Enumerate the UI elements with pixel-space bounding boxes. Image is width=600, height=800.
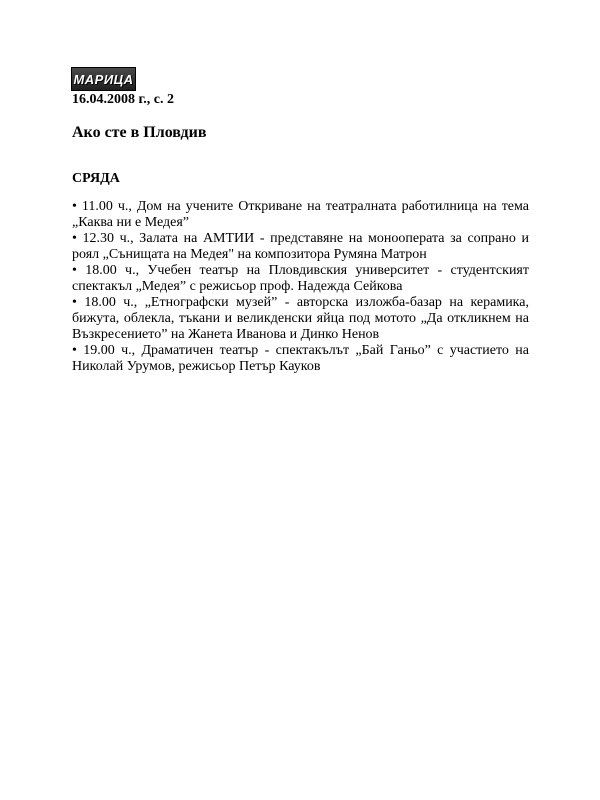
newspaper-logo bbox=[71, 67, 136, 91]
day-heading: СРЯДА bbox=[72, 171, 120, 186]
event-list bbox=[72, 199, 529, 375]
event-item: • 19.00 ч., Драматичен театър - спектакълът „Бай Ганьо” с участието на Николай Урумов, режисьор Петър Кауков bbox=[72, 343, 529, 374]
event-item: • 11.00 ч., Дом на учените Откриване на театралната работилница на тема „Каква ни е Медея” bbox=[72, 199, 529, 230]
article-title: Ако сте в Пловдив bbox=[72, 124, 207, 141]
event-item: • 18.00 ч., „Етнографски музей” - авторска изложба-базар на керамика, бижута, облекла, тъкани и великденски яйца под мотото „Да откликнем на Възкресението” на Жанета Иванова и Динко Ненов bbox=[72, 295, 529, 342]
event-item: • 18.00 ч., Учебен театър на Пловдивския университет - студентският спектакъл „Медея” с режисьор проф. Надежда Сейкова bbox=[72, 263, 529, 294]
logo-text: МАРИЦА bbox=[73, 71, 134, 87]
event-item: • 12.30 ч., Залата на АМТИИ - представяне на монооперата за сопрано и роял „Сънищата на Медея" на композитора Румяна Матрон bbox=[72, 231, 529, 262]
dateline: 16.04.2008 г., с. 2 bbox=[72, 92, 174, 107]
